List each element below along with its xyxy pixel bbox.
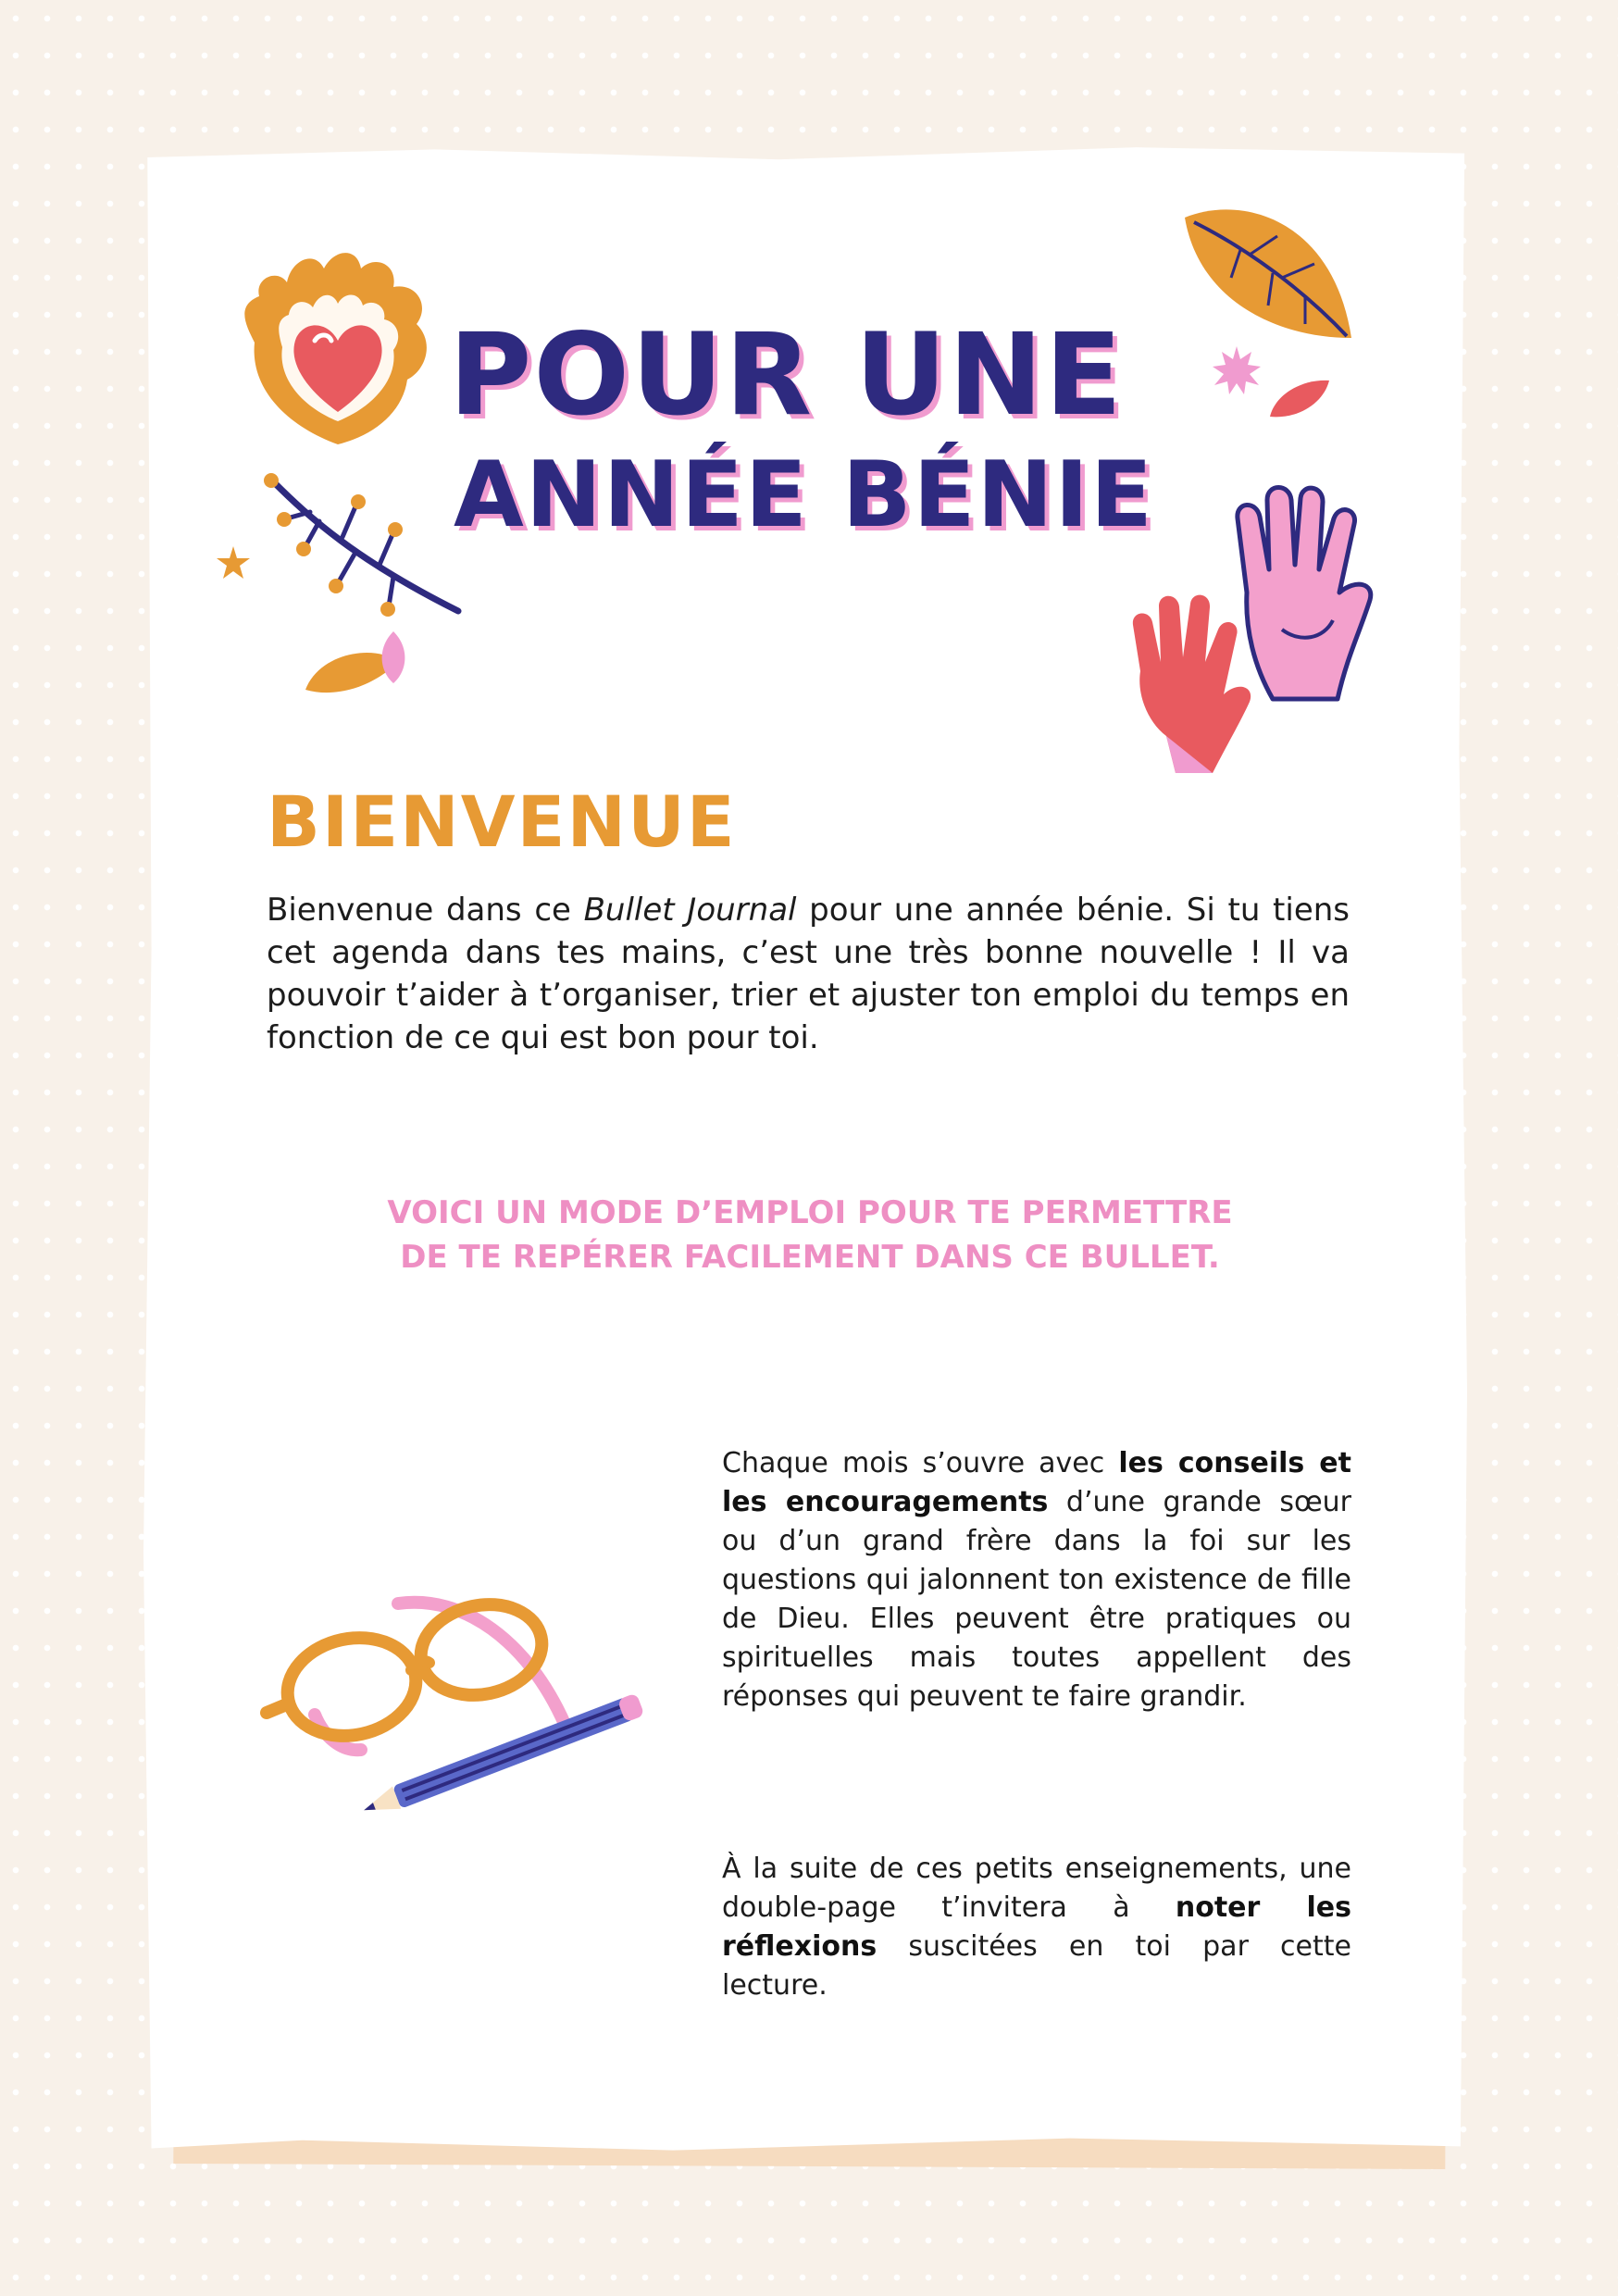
berry-branch-icon — [255, 468, 467, 620]
small-star-icon — [215, 544, 252, 581]
monthly-bold-phrase: les conseils et les encouragements — [722, 1447, 1351, 1518]
intro-text-start: Bienvenue dans ce — [267, 892, 584, 929]
red-petal-icon — [1266, 375, 1333, 421]
flaming-heart-icon — [231, 241, 444, 454]
followup-text-end: suscitées en toi par cette lecture. — [722, 1930, 1351, 2002]
callout-line-1: VOICI UN MODE D’EMPLOI POUR TE PERMETTRE — [387, 1194, 1233, 1231]
intro-text-end: pour une année bénie. Si tu tiens cet agenda dans tes mains, c’est une très bonne nouvelle ! Il va pouvoir t’aider à t’organiser, trier et ajuster ton emploi du temps en fonction de ce qui est bon pour toi. — [267, 892, 1350, 1056]
mode-emploi-callout — [213, 1191, 1407, 1279]
blue-pencil-icon — [352, 1694, 666, 1815]
orange-leaf-icon — [1176, 199, 1361, 347]
pink-starburst-icon — [1211, 344, 1263, 396]
monthly-text-end: d’une grande sœur ou d’un grand frère dans la foi sur les questions qui jalonnent ton existence de fille de Dieu. Elles peuvent être pratiques ou spirituelles mais toutes appellent des réponses qui peuvent te faire grandir. — [722, 1486, 1351, 1713]
callout-line-2: DE TE REPÉRER FACILEMENT DANS CE BULLET. — [400, 1239, 1220, 1276]
pink-petal-icon — [375, 630, 412, 685]
bullet-journal-emphasis: Bullet Journal — [583, 892, 797, 929]
followup-bold-phrase: noter les réflexions — [722, 1891, 1351, 1963]
red-open-hand-icon — [1120, 583, 1259, 778]
followup-text-start: À la suite de ces petits enseignements, une double-page t’invitera à — [722, 1853, 1351, 1924]
title-line-2: ANNÉE BÉNIE — [454, 443, 1154, 548]
intro-paragraph — [267, 889, 1350, 1059]
title-line-1: POUR UNE — [449, 309, 1125, 441]
followup-paragraph — [722, 1850, 1351, 2005]
monthly-paragraph — [722, 1444, 1351, 1716]
welcome-heading: BIENVENUE — [267, 780, 737, 863]
monthly-text-start: Chaque mois s’ouvre avec — [722, 1447, 1119, 1479]
